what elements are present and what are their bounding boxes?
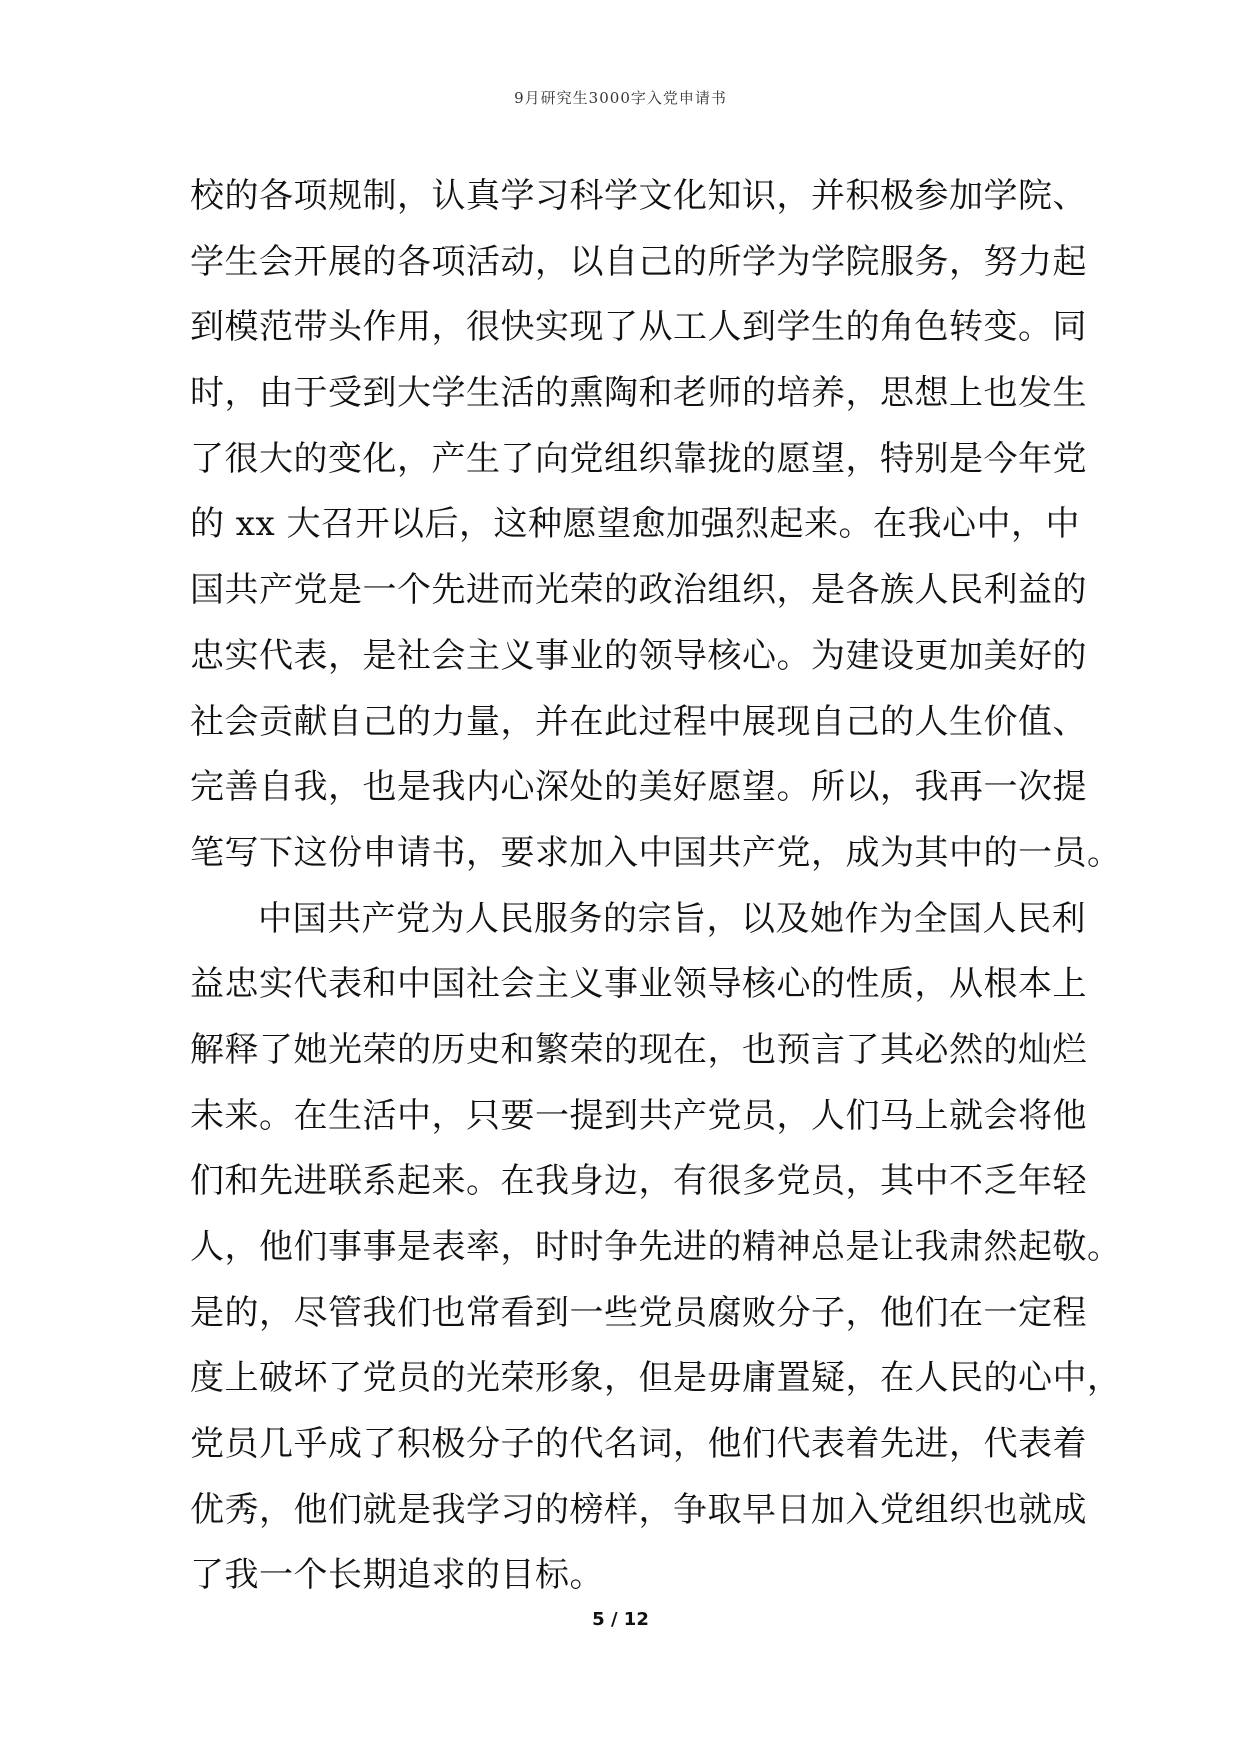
text-line: 了很大的变化，产生了向党组织靠拢的愿望，特别是今年党 <box>190 438 1087 479</box>
text-line: 时，由于受到大学生活的熏陶和老师的培养，思想上也发生 <box>190 373 1087 414</box>
text-line: 是的，尽管我们也常看到一些党员腐败分子，他们在一定程 <box>190 1292 1087 1333</box>
text-line: 笔写下这份申请书，要求加入中国共产党，成为其中的一员。 <box>190 832 1122 873</box>
text-line: 人，他们事事是表率，时时争先进的精神总是让我肃然起敬。 <box>190 1227 1122 1267</box>
text-line: 到模范带头作用，很快实现了从工人到学生的角色转变。同 <box>190 307 1087 348</box>
text-line: 未来。在生活中，只要一提到共产党员，人们马上就会将他 <box>190 1095 1087 1136</box>
text-line: 学生会开展的各项活动，以自己的所学为学院服务，努力起 <box>190 241 1087 282</box>
text-line: 解释了她光荣的历史和繁荣的现在，也预言了其必然的灿烂 <box>190 1029 1087 1070</box>
text-line: 校的各项规制，认真学习科学文化知识，并积极参加学院、 <box>190 176 1087 216</box>
text-line: 社会贡献自己的力量，并在此过程中展现自己的人生价值、 <box>190 701 1087 742</box>
page-number: 5 / 12 <box>592 1609 649 1630</box>
text-line: 优秀，他们就是我学习的榜样，争取早日加入党组织也就成 <box>190 1489 1087 1530</box>
page-header: 9月研究生3000字入党申请书 <box>514 89 727 107</box>
text-line: 完善自我，也是我内心深处的美好愿望。所以，我再一次提 <box>190 767 1087 808</box>
body-text <box>190 164 1122 1609</box>
text-line: 益忠实代表和中国社会主义事业领导核心的性质，从根本上 <box>190 964 1087 1005</box>
text-line: 度上破坏了党员的光荣形象，但是毋庸置疑，在人民的心中， <box>190 1358 1122 1399</box>
text-line: 国共产党是一个先进而光荣的政治组织，是各族人民利益的 <box>190 570 1087 611</box>
text-line: 忠实代表，是社会主义事业的领导核心。为建设更加美好的 <box>190 635 1087 676</box>
text-line: 党员几乎成了积极分子的代名词，他们代表着先进，代表着 <box>190 1424 1087 1465</box>
paragraph-start-line: 中国共产党为人民服务的宗旨，以及她作为全国人民利 <box>258 898 1086 939</box>
text-line: 了我一个长期追求的目标。 <box>190 1555 604 1596</box>
text-line: 的 xx 大召开以后，这种愿望愈加强烈起来。在我心中，中 <box>190 504 1080 545</box>
text-line: 们和先进联系起来。在我身边，有很多党员，其中不乏年轻 <box>190 1161 1087 1202</box>
